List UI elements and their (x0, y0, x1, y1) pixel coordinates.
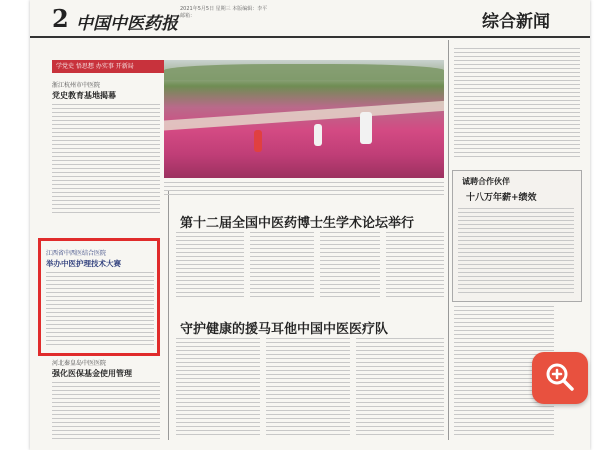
story-headline: 举办中医护理技术大赛 (46, 259, 121, 268)
article-body (386, 232, 444, 302)
story-body (46, 272, 154, 350)
zoom-in-icon (544, 361, 576, 393)
flower-field-photo (164, 60, 444, 178)
photo-path (164, 99, 444, 131)
story-kicker: 河北秦皇岛中医医院 (52, 360, 107, 367)
article-body (356, 338, 444, 442)
story-headline: 强化医保基金使用管理 (52, 368, 132, 378)
masthead (30, 0, 590, 38)
ad-body (458, 208, 574, 296)
right-column-text (454, 48, 580, 166)
newspaper-name: 中国中医药报 (76, 14, 178, 34)
zoom-button[interactable] (532, 352, 588, 404)
ad-subtitle: 十八万年薪+绩效 (466, 193, 537, 203)
story-body (52, 382, 160, 442)
main-headline-1: 第十二届全国中医药博士生学术论坛举行 (180, 216, 415, 231)
photo-person (254, 130, 262, 152)
photo-caption (164, 182, 444, 210)
newspaper-page (30, 0, 590, 450)
column-divider (448, 40, 449, 440)
story-kicker: 江西省中西医结合医院 (46, 250, 107, 257)
column-divider (168, 190, 169, 440)
photo-person (360, 112, 372, 144)
page-number: 2 (52, 4, 69, 33)
date-line: 2021年5月5日 星期三 本版编辑：李平 邮箱： (180, 6, 268, 19)
story-body (52, 104, 160, 224)
story-kicker: 浙江杭州市中医院 (52, 82, 101, 89)
article-body (250, 232, 314, 302)
article-body (266, 338, 350, 442)
section-title: 综合新闻 (482, 12, 550, 32)
main-headline-2: 守护健康的援马耳他中国中医医疗队 (180, 322, 389, 337)
story-headline: 党史教育基地揭幕 (52, 90, 116, 100)
photo-person (314, 124, 322, 146)
article-body (176, 338, 260, 442)
article-body (176, 232, 244, 302)
photo-hill (164, 64, 444, 80)
ad-title: 诚聘合作伙伴 (462, 176, 510, 186)
party-history-banner: 学党史 悟思想 办实事 开新局 (52, 60, 164, 73)
article-body (320, 232, 380, 302)
